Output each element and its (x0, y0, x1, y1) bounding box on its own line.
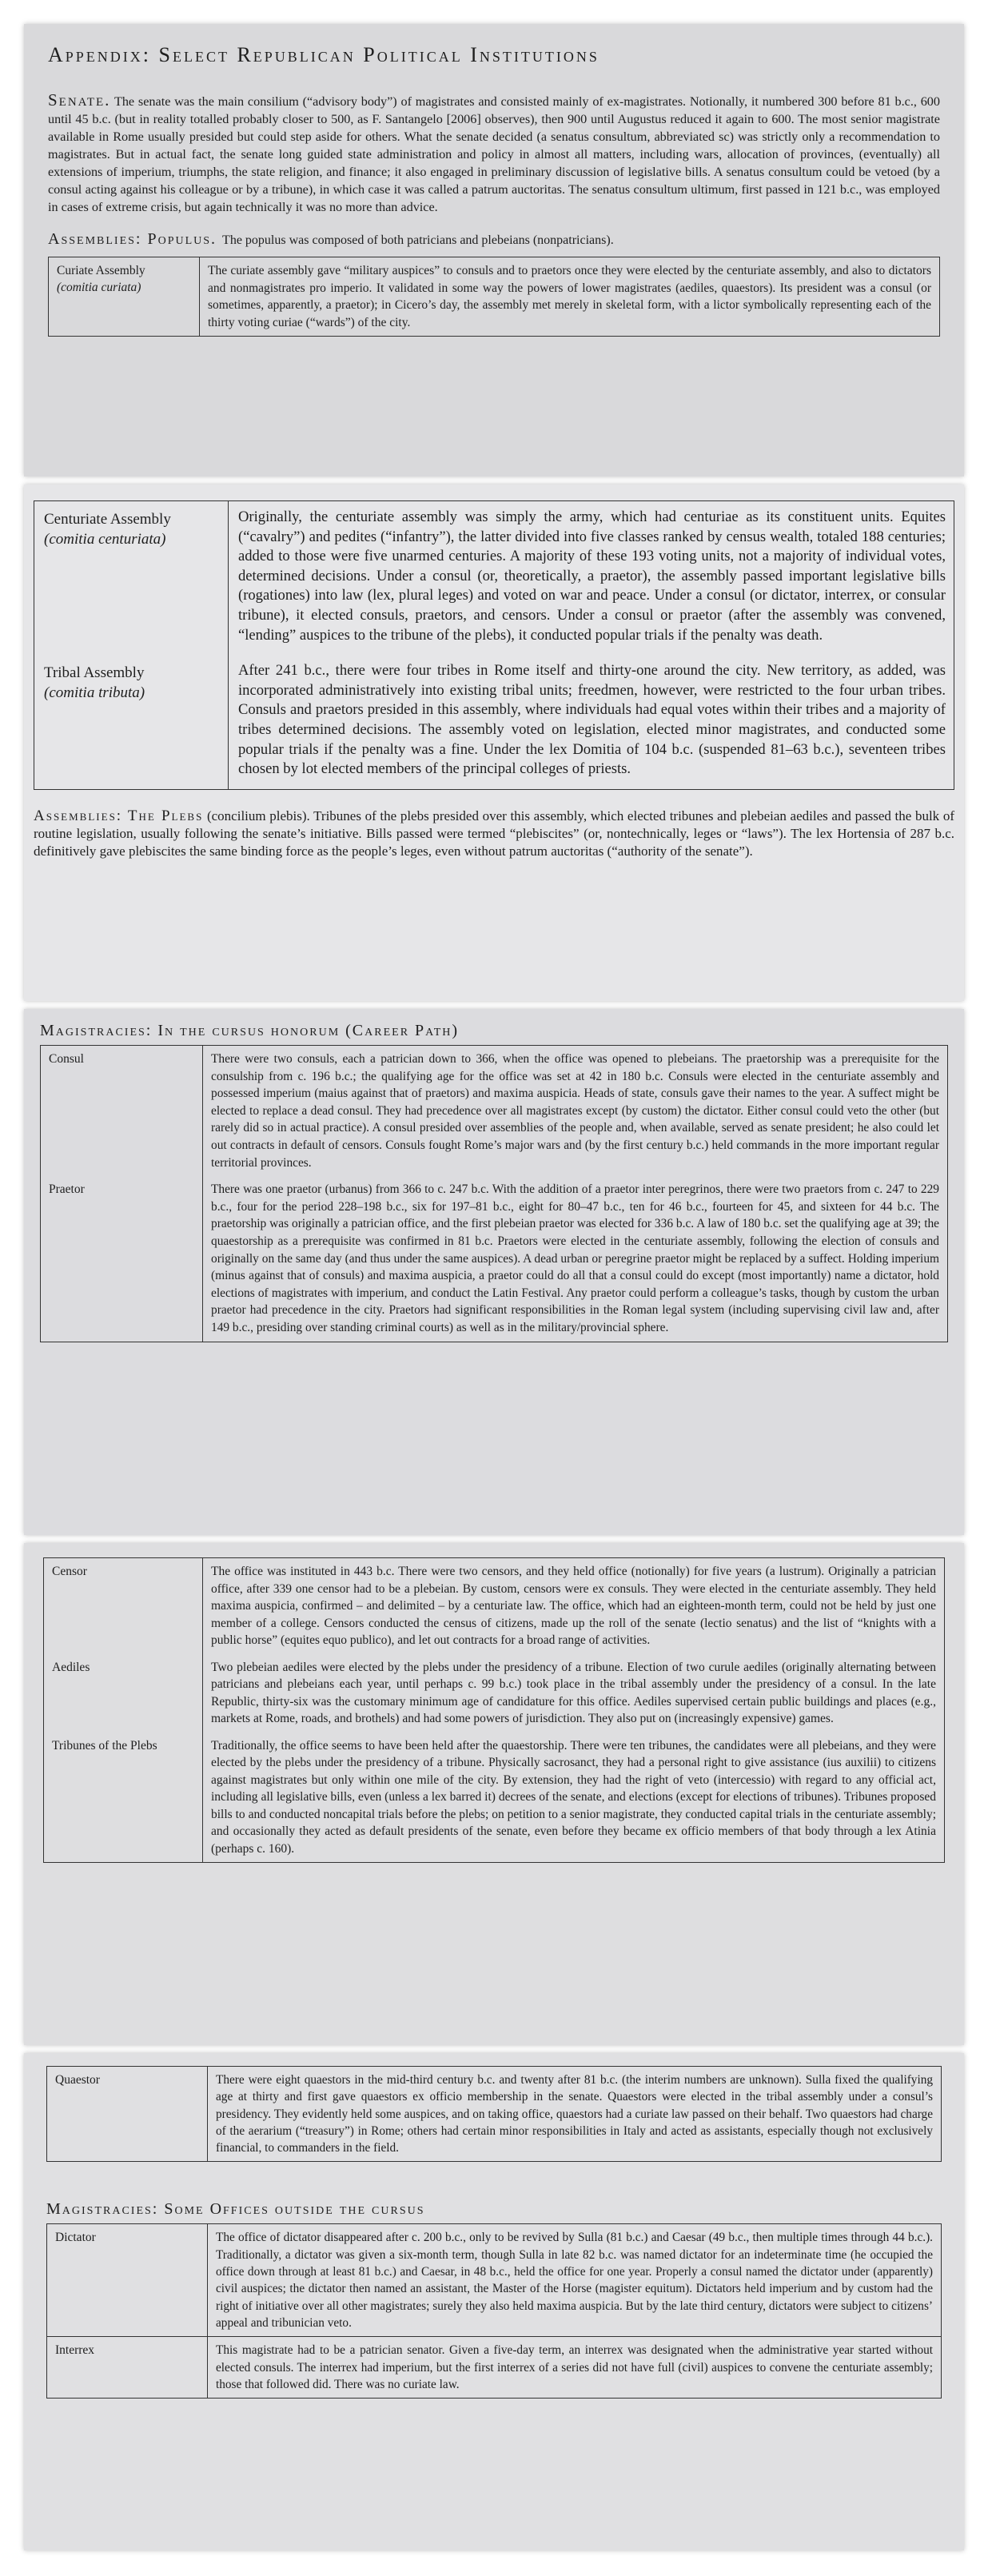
dictator-description: The office of dictator disappeared after c. 200 b.c., only to be revived by Sulla (81 b.c.) and Caesar (49 b.c., then multiple times through 44 b.c.). Traditionally, a dictator was given a six-month term, though Sulla in late 82 b.c. was named dictator for an indeterminate time (he occupied the office down through at least 81 b.c.) and Caesar, in 48 b.c., held the office for one year. Properly a consul named the dictator under (apparently) civil auspices; the dictator then named an assistant, the Master of the Horse (magister equitum). Dictators held imperium and by custom had the right of initiative over all other magistrates; surely they also held maxima auspicia. But by the late third century, dictators were subject to citizens’ appeal and tribunician veto. (216, 2231, 933, 2330)
cursus-table (40, 1045, 948, 1342)
aediles-description: Two plebeian aediles were elected by the plebs under the presidency of a tribune. Election of two curule aediles (originally alternating between patricians and plebeians each year, until perhaps c. 99 b.c.) took place in the tribal assembly under the presidency of a consul. In the late Republic, thirty-six was the customary minimum age of candidature for this office. Aediles supervised certain public buildings and places (e.g., markets at Rome, roads, and brothels) and had some powers of jurisdiction. They also put on (increasingly expensive) games. (211, 1660, 936, 1725)
centuriate-description: Originally, the centuriate assembly was simply the army, which had centuriae as its constituent units. Equites (“cavalry”) and pedites (“infantry”), the latter divided into five classes ranked by census wealth, totaled 188 centuries; added to those were five unarmed centuries. A majority of these 193 voting units, not a majority of individual votes, determined decisions. Under a consul (or, theoretically, a praetor), the assembly passed important legislative bills (rogationes) into law (lex, plural leges) and voted on war and peace. Under a consul (or dictator, interrex, or consular tribune), it elected consuls, praetors, and censors. Under a consul or praetor (after the assembly was convened, “lending” auspices to the tribune of the plebs), it conducted popular trials if the penalty was death. (238, 508, 946, 644)
praetor-label: Praetor (41, 1176, 203, 1342)
quaestor-table (46, 2066, 942, 2162)
populus-table (48, 257, 940, 337)
populus-heading-text: The populus was composed of both patricians and plebeians (nonpatricians). (222, 233, 614, 247)
quaestor-description: There were eight quaestors in the mid-third century b.c. and twenty after 81 b.c. (the interim numbers are unknown). Sulla fixed the qualifying age at thirty and first gave quaestors ex officio membership in the senate. Quaestors were elected in the tribal assembly under a consul’s presidency. They evidently held some auspices, and on taking office, quaestors had a curiate law passed on their behalf. Two quaestors had charge of the aerarium (“treasury”) in Rome; others had certain minor responsibilities in Italy and acted as assistants, especially though not exclusively financial, to commanders in the field. (216, 2073, 933, 2155)
consul-label: Consul (41, 1046, 203, 1177)
appendix-title: Appendix: Select Republican Political Institutions (48, 43, 600, 66)
centuriate-label: Centuriate Assembly (44, 511, 171, 528)
populus-heading (48, 230, 940, 249)
page-segment-1 (24, 24, 964, 477)
table-row (47, 2337, 942, 2399)
page-segment-2 (24, 484, 964, 1001)
table-row (41, 1176, 948, 1342)
aediles-label: Aediles (44, 1654, 203, 1733)
censor-label: Censor (44, 1558, 203, 1654)
tribunes-description: Traditionally, the office seems to have been held after the quaestorship. There were ten tribunes, the candidates were all plebeians, and they were elected by the plebs under the presidency of a tribune. Physically sacrosanct, they had a personal right to give assistance (ius auxilii) to citizens against magistrates but only within one mile of the city. By extension, they had the right of veto (intercessio) with regard to any official act, including all legislative bills, even (unless a lex barred it) decrees of the senate, and elections (except for elections of tribunes). Tribunes proposed bills to and conducted noncapital trials before the plebs; on petition to a senior magistrate, they conducted capital trials in the centuriate assembly; and occasionally they acted as default presidents of the senate, even before they became ex officio members of that body through a lex Atinia (perhaps c. 160). (211, 1738, 936, 1856)
populus-heading-label: Assemblies: Populus. (48, 230, 217, 248)
table-row (44, 1733, 945, 1863)
table-row (44, 1654, 945, 1733)
table-row (41, 1046, 948, 1177)
tribal-label-cell (34, 655, 229, 789)
plebs-text: (concilium plebis). Tribunes of the plebs presided over this assembly, which elected tribunes and plebeian aediles and passed the bulk of routine legislation, usually following the senate’s initiative. Bills passed were termed “plebiscites” (or, nontechnically, leges or “laws”). The lex Hortensia of 287 b.c. definitively gave plebiscites the same binding force as the people’s leges, even without patrum auctoritas (“authority of the senate”). (34, 807, 954, 859)
tribal-latin: (comitia tributa) (44, 684, 145, 702)
table-row (49, 257, 940, 337)
centuriate-latin: (comitia centuriata) (44, 531, 166, 548)
tribunes-label: Tribunes of the Plebs (44, 1733, 203, 1863)
interrex-description: This magistrate had to be a patrician senator. Given a five-day term, an interrex was designated when the administrative year started without elected consuls. The interrex had imperium, but the first interrex of a series did not have full (civil) auspices to convene the centuriate assembly; those that followed did. There was no curiate law. (208, 2337, 942, 2399)
senate-text: The senate was the main consilium (“advisory body”) of magistrates and consisted mainly of ex-magistrates. Notionally, it numbered 300 before 81 b.c., 600 until 45 b.c. (but in reality totalled probably closer to 500, as F. Santangelo [2006] observes), then 900 until Augustus reduced it again to 600. The most senior magistrate available in Rome usually presided but could step aside for others. What the senate decided (a senatus consultum, abbreviated sc) was strictly only a recommendation to magistrates. But in actual fact, the senate long guided state administration and policy in almost all matters, including wars, allocation of provinces, (eventually) all extensions of imperium, triumphs, the state religion, and finance; it also engaged in preliminary discussion of legislative bills. A senatus consultum could be vetoed (by a consul acting against his colleague or by a tribune), in which case it was called a patrum auctoritas. The senatus consultum ultimum, first passed in 121 b.c., was employed in cases of extreme crisis, but again technically it was no more than advice. (48, 94, 940, 214)
tribal-label: Tribal Assembly (44, 664, 145, 682)
table-row (44, 1558, 945, 1654)
table-row (47, 2224, 942, 2337)
quaestor-label: Quaestor (47, 2067, 208, 2162)
curiate-label: Curiate Assembly (57, 264, 145, 277)
consul-description: There were two consuls, each a patrician down to 366, when the office was opened to plebeians. The praetorship was a prerequisite for the consulship from c. 196 b.c.; the qualifying age for the office was set at 42 in 180 b.c. Consuls were elected in the centuriate assembly and possessed imperium (maius against that of praetors) and maxima auspicia. Heads of state, consuls gave their names to the year. A suffect might be elected to replace a dead consul. They had precedence over all magistrates except (by custom) the dictator. Either consul could veto the other (but rarely did so in actual practice). A consul presided over assemblies of the people and, when available, served as senate president; he also could let out contracts in default of censors. Consuls fought Rome’s major wars and (by the first century b.c.) held commands in the more important regular territorial provinces. (211, 1052, 939, 1170)
table-row (34, 655, 954, 789)
table-row (47, 2067, 942, 2162)
senate-paragraph (48, 91, 940, 216)
plebs-paragraph (34, 807, 954, 860)
interrex-label: Interrex (47, 2337, 208, 2399)
curiate-latin: (comitia curiata) (57, 281, 141, 294)
cursus-heading: Magistracies: In the cursus honorum (Career Path) (40, 1022, 460, 1039)
table-row (34, 501, 954, 656)
tribal-description: After 241 b.c., there were four tribes in Rome itself and thirty-one around the city. New territory, as added, was incorporated administratively into existing tribal units; freedmen, however, were restricted to the four urban tribes. Consuls and praetors presided in this assembly, where individuals had equal votes within their tribes and a majority of tribes determined decisions. The assembly voted on legislation, elected minor magistrates, and conducted some popular trials if the penalty was a fine. Under the lex Domitia of 104 b.c. (suspended 81–63 b.c.), seventeen tribes chosen by lot elected members of the principal colleges of priests. (238, 662, 946, 778)
senate-lead: Senate. (48, 90, 111, 110)
curiate-description: The curiate assembly gave “military auspices” to consuls and to praetors once they were elected by the centuriate assembly, and also to dictators and nonmagistrates pro imperio. It validated in some way the powers of lower magistrates (aediles, quaestors). Its president was a consul (or sometimes, apparently, a praetor); in Cicero’s day, the assembly met merely in skeletal form, with a lictor symbolically representing each of the thirty voting curiae (“wards”) of the city. (208, 264, 931, 329)
praetor-description: There was one praetor (urbanus) from 366 to c. 247 b.c. With the addition of a praetor inter peregrinos, there were two praetors from c. 247 to 229 b.c., four for the period 228–198 b.c., six for 197–81 b.c., eight for 80–47 b.c., ten for 46 b.c., fourteen for 45, and sixteen for 44 b.c. The praetorship was originally a patrician office, and the first plebeian praetor was elected for 336 b.c. A law of 180 b.c. set the qualifying age at 39; the quaestorship as a prerequisite was confirmed in 81 b.c. Praetors were elected in the centuriate assembly, following the election of consuls and originally on the same day (and thus under the same auspices). A dead urban or peregrine praetor might be replaced by a suffect. Holding imperium (minus against that of consuls) and maxima auspicia, a praetor could do all that a consul could do except (most importantly) name a dictator, hold elections of magistrates with imperium, and conduct the Latin Festival. Any praetor could perform a colleague’s tasks, though by custom the urban praetor had precedence in the city. Praetors had significant responsibilities in the Roman legal system (including supervising civil law and, after 149 b.c., presiding over standing criminal courts) as well as in the military/provincial sphere. (211, 1182, 939, 1334)
page-segment-4 (24, 1543, 964, 2045)
outside-cursus-heading: Magistracies: Some Offices outside the cursus (46, 2200, 425, 2219)
outside-cursus-table (46, 2223, 942, 2399)
page-segment-5 (24, 2053, 964, 2550)
page-segment-3 (24, 1009, 964, 1535)
centuriate-label-cell (34, 501, 229, 656)
dictator-label: Dictator (47, 2224, 208, 2337)
censor-description: The office was instituted in 443 b.c. There were two censors, and they held office (notionally) for five years (a lustrum). Originally a patrician office, after 339 one censor had to be a plebeian. By custom, censors were ex consuls. They were elected in the centuriate assembly. They held maxima auspicia, confirmed – and delimited – by a centuriate law. The office, which had an eighteen-month term, could not be held by just one member of a college. Censors conducted the census of citizens, made up the roll of the senate (lectio senatus) and the list of “knights with a public horse” (equites equo publico), and let out contracts for a broad range of activities. (211, 1565, 936, 1647)
cursus-table-continued (43, 1557, 945, 1863)
curiate-label-cell (49, 257, 200, 337)
plebs-lead: Assemblies: The Plebs (34, 807, 204, 824)
centuriate-tribal-table (34, 500, 954, 790)
